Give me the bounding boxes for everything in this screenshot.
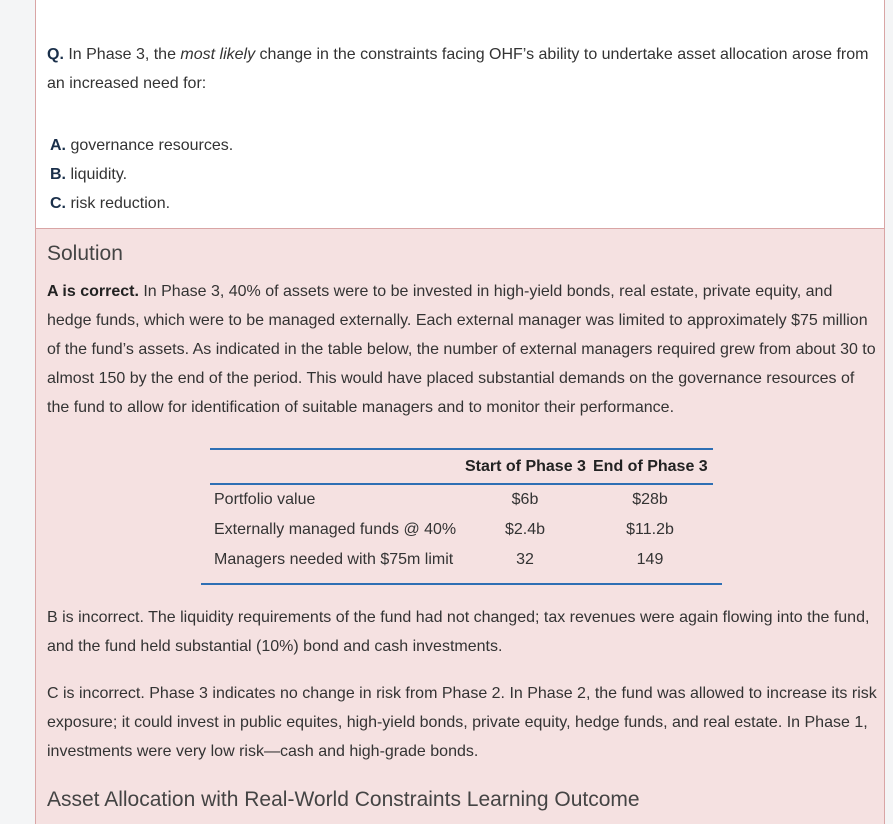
table-bottom-rule — [201, 583, 722, 585]
option-b[interactable] — [50, 160, 233, 189]
solution-explanation — [47, 277, 877, 422]
table-row — [210, 515, 713, 545]
option-text: liquidity. — [70, 166, 128, 183]
option-letter: C. — [50, 195, 66, 212]
solution-title: Solution — [47, 242, 123, 265]
table-row — [210, 545, 713, 575]
question-text-end: change in the constraints facing OHF’s ability to undertake asset allocation arose from an increased need for: — [47, 46, 869, 92]
learning-outcome-title: Asset Allocation with Real-World Constraints Learning Outcome — [47, 788, 640, 811]
table-cell: Managers needed with $75m limit — [214, 551, 454, 568]
table-header-cell: Start of Phase 3 — [465, 458, 586, 475]
option-text: risk reduction. — [70, 195, 171, 212]
b-incorrect-explanation: B is incorrect. The liquidity requirements of the fund had not changed; tax revenues were again flowing into the fund, and the fund held substantial (10%) bond and cash investments. — [47, 609, 870, 655]
table-cell: Portfolio value — [214, 491, 316, 508]
question-label: Q. — [47, 46, 64, 63]
question-emphasis: most likely — [180, 46, 256, 63]
correct-label: A is correct. — [47, 283, 139, 300]
option-letter: B. — [50, 166, 66, 183]
table-cell: $11.2b — [626, 521, 674, 538]
table-row — [210, 485, 713, 515]
table-cell: Externally managed funds @ 40% — [214, 521, 457, 538]
option-a[interactable] — [50, 131, 233, 160]
question-text-start: In Phase 3, the — [68, 46, 181, 63]
solution-box — [35, 229, 885, 824]
table-cell: 32 — [516, 551, 534, 568]
table-header-cell: End of Phase 3 — [593, 458, 708, 475]
question-text — [47, 40, 877, 98]
table-cell: $2.4b — [504, 521, 546, 538]
question-box — [35, 0, 885, 229]
table-cell: $6b — [511, 491, 539, 508]
correct-text: In Phase 3, 40% of assets were to be invested in high-yield bonds, real estate, private equity, and hedge funds, which were to be managed externally. Each external manager was limited to approximately $75 million of the fund’s assets. As indicated in the table below, the number of external managers required grew from about 30 to almost 150 by the end of the period. This would have placed substantial demands on the governance resources of the fund to allow for identification of suitable managers and to monitor their performance. — [47, 283, 876, 416]
option-text: governance resources. — [70, 137, 234, 154]
c-incorrect-explanation: C is incorrect. Phase 3 indicates no change in risk from Phase 2. In Phase 2, the fund was allowed to increase its risk exposure; it could invest in public equites, high-yield bonds, private equity, hedge funds, and real estate. In Phase 1, investments were very low risk—cash and high-grade bonds. — [47, 685, 877, 760]
table-cell: 149 — [636, 551, 664, 568]
answer-options — [50, 131, 233, 218]
phase-table — [210, 448, 713, 575]
option-c[interactable] — [50, 189, 233, 218]
table-cell: $28b — [632, 491, 668, 508]
option-letter: A. — [50, 137, 66, 154]
table-header-row — [210, 450, 713, 483]
